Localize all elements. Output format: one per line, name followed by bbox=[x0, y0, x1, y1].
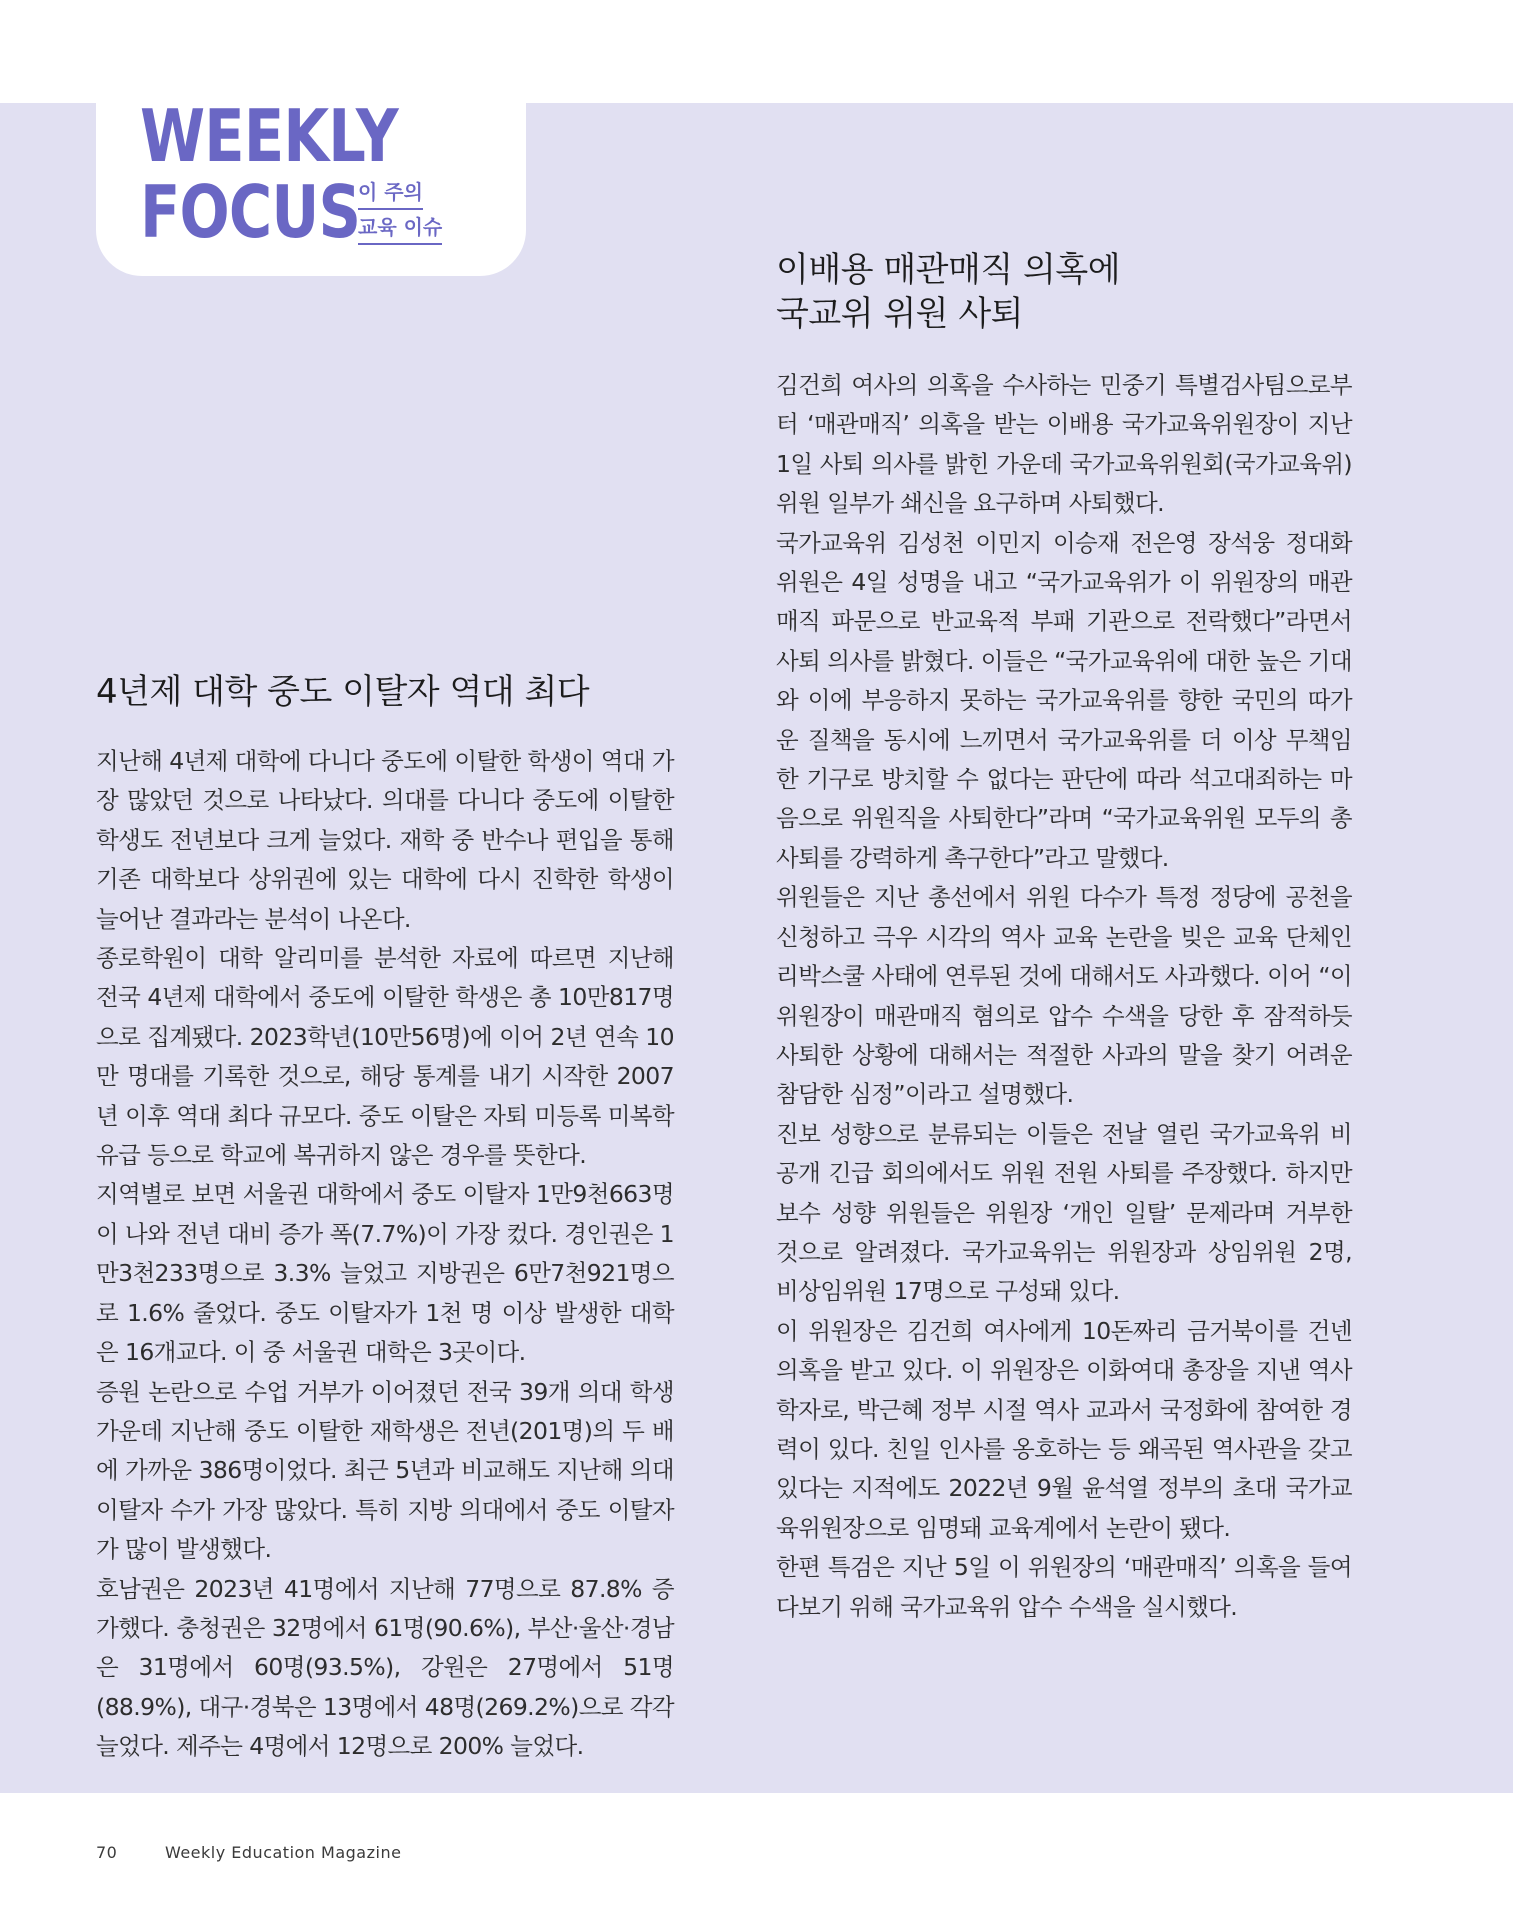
article-paragraph: 종로학원이 대학 알리미를 분석한 자료에 따르면 지난해 전국 4년제 대학에서 중도에 이탈한 학생은 총 10만817명으로 집계됐다. 2023학년(10만56명)에 이어 2년 연속 10만 명대를 기록한 것으로, 해당 통계를 내기 시작한 2007년 이후 역대 최다 규모다. 중도 이탈은 자퇴 미등록 미복학 유급 등으로 학교에 복귀하지 않은 경우를 뜻한다. bbox=[96, 944, 674, 1170]
logo-line-weekly: WEEKLY bbox=[140, 94, 398, 178]
article-paragraph: 지역별로 보면 서울권 대학에서 중도 이탈자 1만9천663명이 나와 전년 대비 증가 폭(7.7%)이 가장 컸다. 경인권은 1만3천233명으로 3.3% 늘었고 지방권은 6만7천921명으로 1.6% 줄었다. 중도 이탈자가 1천 명 이상 발생한 대학은 16개교다. 이 중 서울권 대학은 3곳이다. bbox=[96, 1180, 674, 1367]
article-title bbox=[776, 248, 1352, 336]
article-paragraph: 이 위원장은 김건희 여사에게 10돈짜리 금거북이를 건넨 의혹을 받고 있다. 이 위원장은 이화여대 총장을 지낸 역사학자로, 박근혜 정부 시절 역사 교과서 국정화에 참여한 경력이 있다. 친일 인사를 옹호하는 등 왜곡된 역사관을 갖고 있다는 지적에도 2022년 9월 윤석열 정부의 초대 국가교육위원장으로 임명돼 교육계에서 논란이 됐다. bbox=[776, 1316, 1352, 1542]
article-paragraph: 김건희 여사의 의혹을 수사하는 민중기 특별검사팀으로부터 ‘매관매직’ 의혹을 받는 이배용 국가교육위원장이 지난 1일 사퇴 의사를 밝힌 가운데 국가교육위원회(국가교육위) 위원 일부가 쇄신을 요구하며 사퇴했다. bbox=[776, 371, 1352, 518]
article-body bbox=[96, 742, 674, 1767]
article-paragraph: 위원들은 지난 총선에서 위원 다수가 특정 정당에 공천을 신청하고 극우 시각의 역사 교육 논란을 빚은 교육 단체인 리박스쿨 사태에 연루된 것에 대해서도 사과했다. 이어 “이 위원장이 매관매직 혐의로 압수 수색을 당한 후 잠적하듯 사퇴한 상황에 대해서는 적절한 사과의 말을 찾기 어려운 참담한 심정”이라고 설명했다. bbox=[776, 883, 1352, 1109]
article-paragraph: 증원 논란으로 수업 거부가 이어졌던 전국 39개 의대 학생 가운데 지난해 중도 이탈한 재학생은 전년(201명)의 두 배에 가까운 386명이었다. 최근 5년과 비교해도 지난해 의대 이탈자 수가 가장 많았다. 특히 지방 의대에서 중도 이탈자가 많이 발생했다. bbox=[96, 1377, 674, 1564]
article-paragraph: 지난해 4년제 대학에 다니다 중도에 이탈한 학생이 역대 가장 많았던 것으로 나타났다. 의대를 다니다 중도에 이탈한 학생도 전년보다 크게 늘었다. 재학 중 반수나 편입을 통해 기존 대학보다 상위권에 있는 대학에 다시 진학한 학생이 늘어난 결과라는 분석이 나온다. bbox=[96, 747, 674, 933]
article-body bbox=[776, 366, 1352, 1627]
page-footer bbox=[96, 1843, 401, 1862]
article-paragraph: 호남권은 2023년 41명에서 지난해 77명으로 87.8% 증가했다. 충청권은 32명에서 61명(90.6%), 부산·울산·경남은 31명에서 60명(93.5%), 강원은 27명에서 51명(88.9%), 대구·경북은 13명에서 48명(269.2%)으로 각각 늘었다. 제주는 4명에서 12명으로 200% 늘었다. bbox=[96, 1574, 674, 1761]
article-paragraph: 한편 특검은 지난 5일 이 위원장의 ‘매관매직’ 의혹을 들여다보기 위해 국가교육위 압수 수색을 실시했다. bbox=[776, 1553, 1352, 1621]
article-paragraph: 국가교육위 김성천 이민지 이승재 전은영 장석웅 정대화 위원은 4일 성명을 내고 “국가교육위가 이 위원장의 매관매직 파문으로 반교육적 부패 기관으로 전락했다”라면서 사퇴 의사를 밝혔다. 이들은 “국가교육위에 대한 높은 기대와 이에 부응하지 못하는 국가교육위를 향한 국민의 따가운 질책을 동시에 느끼면서 국가교육위를 더 이상 무책임한 기구로 방치할 수 없다는 판단에 따라 석고대죄하는 마음으로 위원직을 사퇴한다”라며 “국가교육위원 모두의 총사퇴를 강력하게 촉구한다”라고 말했다. bbox=[776, 528, 1352, 872]
logo-line-focus: FOCUS bbox=[140, 170, 361, 254]
subtitle-line-2: 교육 이슈 bbox=[358, 212, 442, 245]
subtitle-line-1: 이 주의 bbox=[358, 177, 423, 210]
magazine-name: Weekly Education Magazine bbox=[164, 1843, 402, 1862]
article-title: 4년제 대학 중도 이탈자 역대 최다 bbox=[96, 672, 590, 712]
article-title-line-1: 이배용 매관매직 의혹에 bbox=[776, 250, 1121, 290]
article-title-line-2: 국교위 위원 사퇴 bbox=[776, 294, 1024, 334]
article-paragraph: 진보 성향으로 분류되는 이들은 전날 열린 국가교육위 비공개 긴급 회의에서도 위원 전원 사퇴를 주장했다. 하지만 보수 성향 위원들은 위원장 ‘개인 일탈’ 문제라며 거부한 것으로 알려졌다. 국가교육위는 위원장과 상임위원 2명, 비상임위원 17명으로 구성돼 있다. bbox=[776, 1119, 1352, 1306]
section-subtitle bbox=[358, 177, 442, 247]
page-number: 70 bbox=[96, 1843, 118, 1862]
article-resignation bbox=[776, 248, 1352, 1627]
article-dropout bbox=[96, 670, 674, 1767]
